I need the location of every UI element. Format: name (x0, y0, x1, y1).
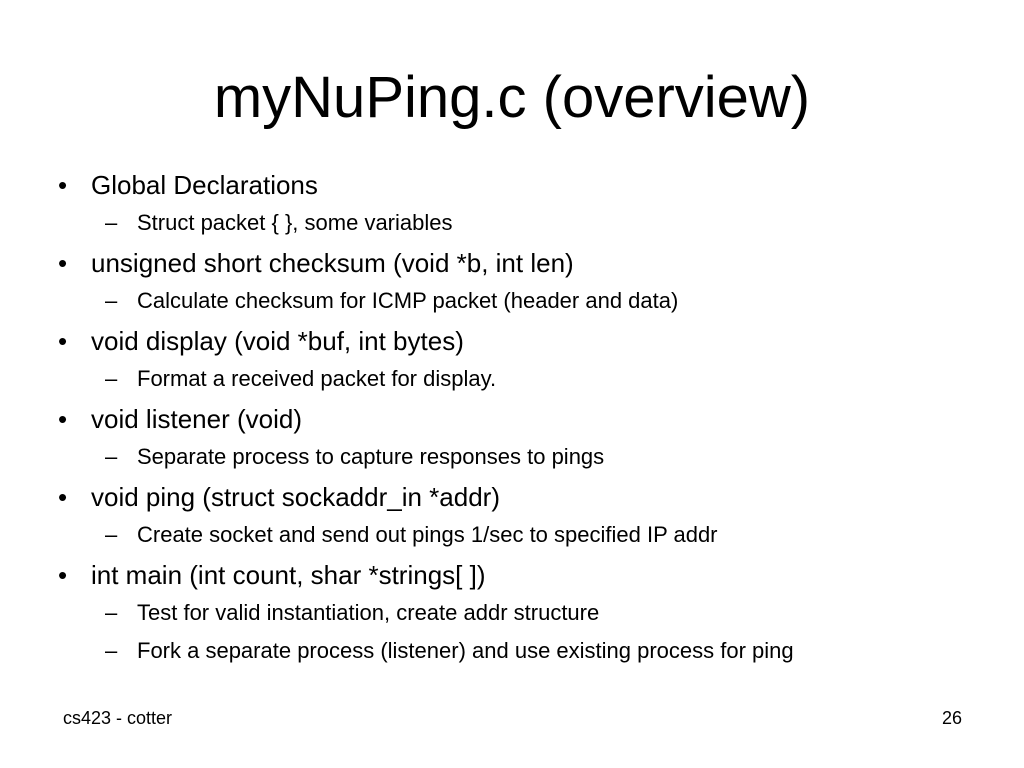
sub-bullet-item (58, 598, 988, 628)
bullet-text: void display (void *buf, int bytes) (91, 326, 464, 356)
sub-bullet-item (58, 286, 988, 316)
footer-course-label: cs423 - cotter (63, 708, 173, 728)
sub-bullet-item (58, 208, 988, 238)
bullet-icon: • (58, 248, 68, 278)
dash-icon: – (105, 522, 118, 547)
bullet-list (58, 168, 988, 674)
bullet-item (58, 402, 988, 436)
slide-title: myNuPing.c (overview) (213, 65, 811, 130)
sub-bullet-text: Test for valid instantiation, create addr structure (137, 600, 600, 625)
bullet-text: Global Declarations (91, 170, 318, 200)
bullet-item (58, 246, 988, 280)
bullet-icon: • (58, 170, 68, 200)
sub-bullet-text: Fork a separate process (listener) and use existing process for ping (137, 638, 794, 663)
bullet-item (58, 558, 988, 592)
dash-icon: – (105, 444, 118, 469)
sub-bullet-text: Separate process to capture responses to pings (137, 444, 605, 469)
dash-icon: – (105, 600, 118, 625)
dash-icon: – (105, 366, 118, 391)
bullet-text: unsigned short checksum (void *b, int len) (91, 248, 574, 278)
bullet-icon: • (58, 560, 68, 590)
bullet-item (58, 480, 988, 514)
bullet-text: void ping (struct sockaddr_in *addr) (91, 482, 500, 512)
sub-bullet-item (58, 520, 988, 550)
bullet-text: int main (int count, shar *strings[ ]) (91, 560, 486, 590)
bullet-item (58, 324, 988, 358)
dash-icon: – (105, 638, 118, 663)
bullet-icon: • (58, 482, 68, 512)
sub-bullet-text: Calculate checksum for ICMP packet (header and data) (137, 288, 679, 313)
slide-number: 26 (941, 708, 962, 728)
sub-bullet-item (58, 636, 988, 666)
bullet-icon: • (58, 326, 68, 356)
sub-bullet-item (58, 364, 988, 394)
sub-bullet-text: Struct packet { }, some variables (137, 210, 453, 235)
sub-bullet-text: Format a received packet for display. (137, 366, 497, 391)
bullet-icon: • (58, 404, 68, 434)
bullet-item (58, 168, 988, 202)
bullet-text: void listener (void) (91, 404, 302, 434)
sub-bullet-item (58, 442, 988, 472)
dash-icon: – (105, 288, 118, 313)
sub-bullet-text: Create socket and send out pings 1/sec to specified IP addr (137, 522, 718, 547)
dash-icon: – (105, 210, 118, 235)
